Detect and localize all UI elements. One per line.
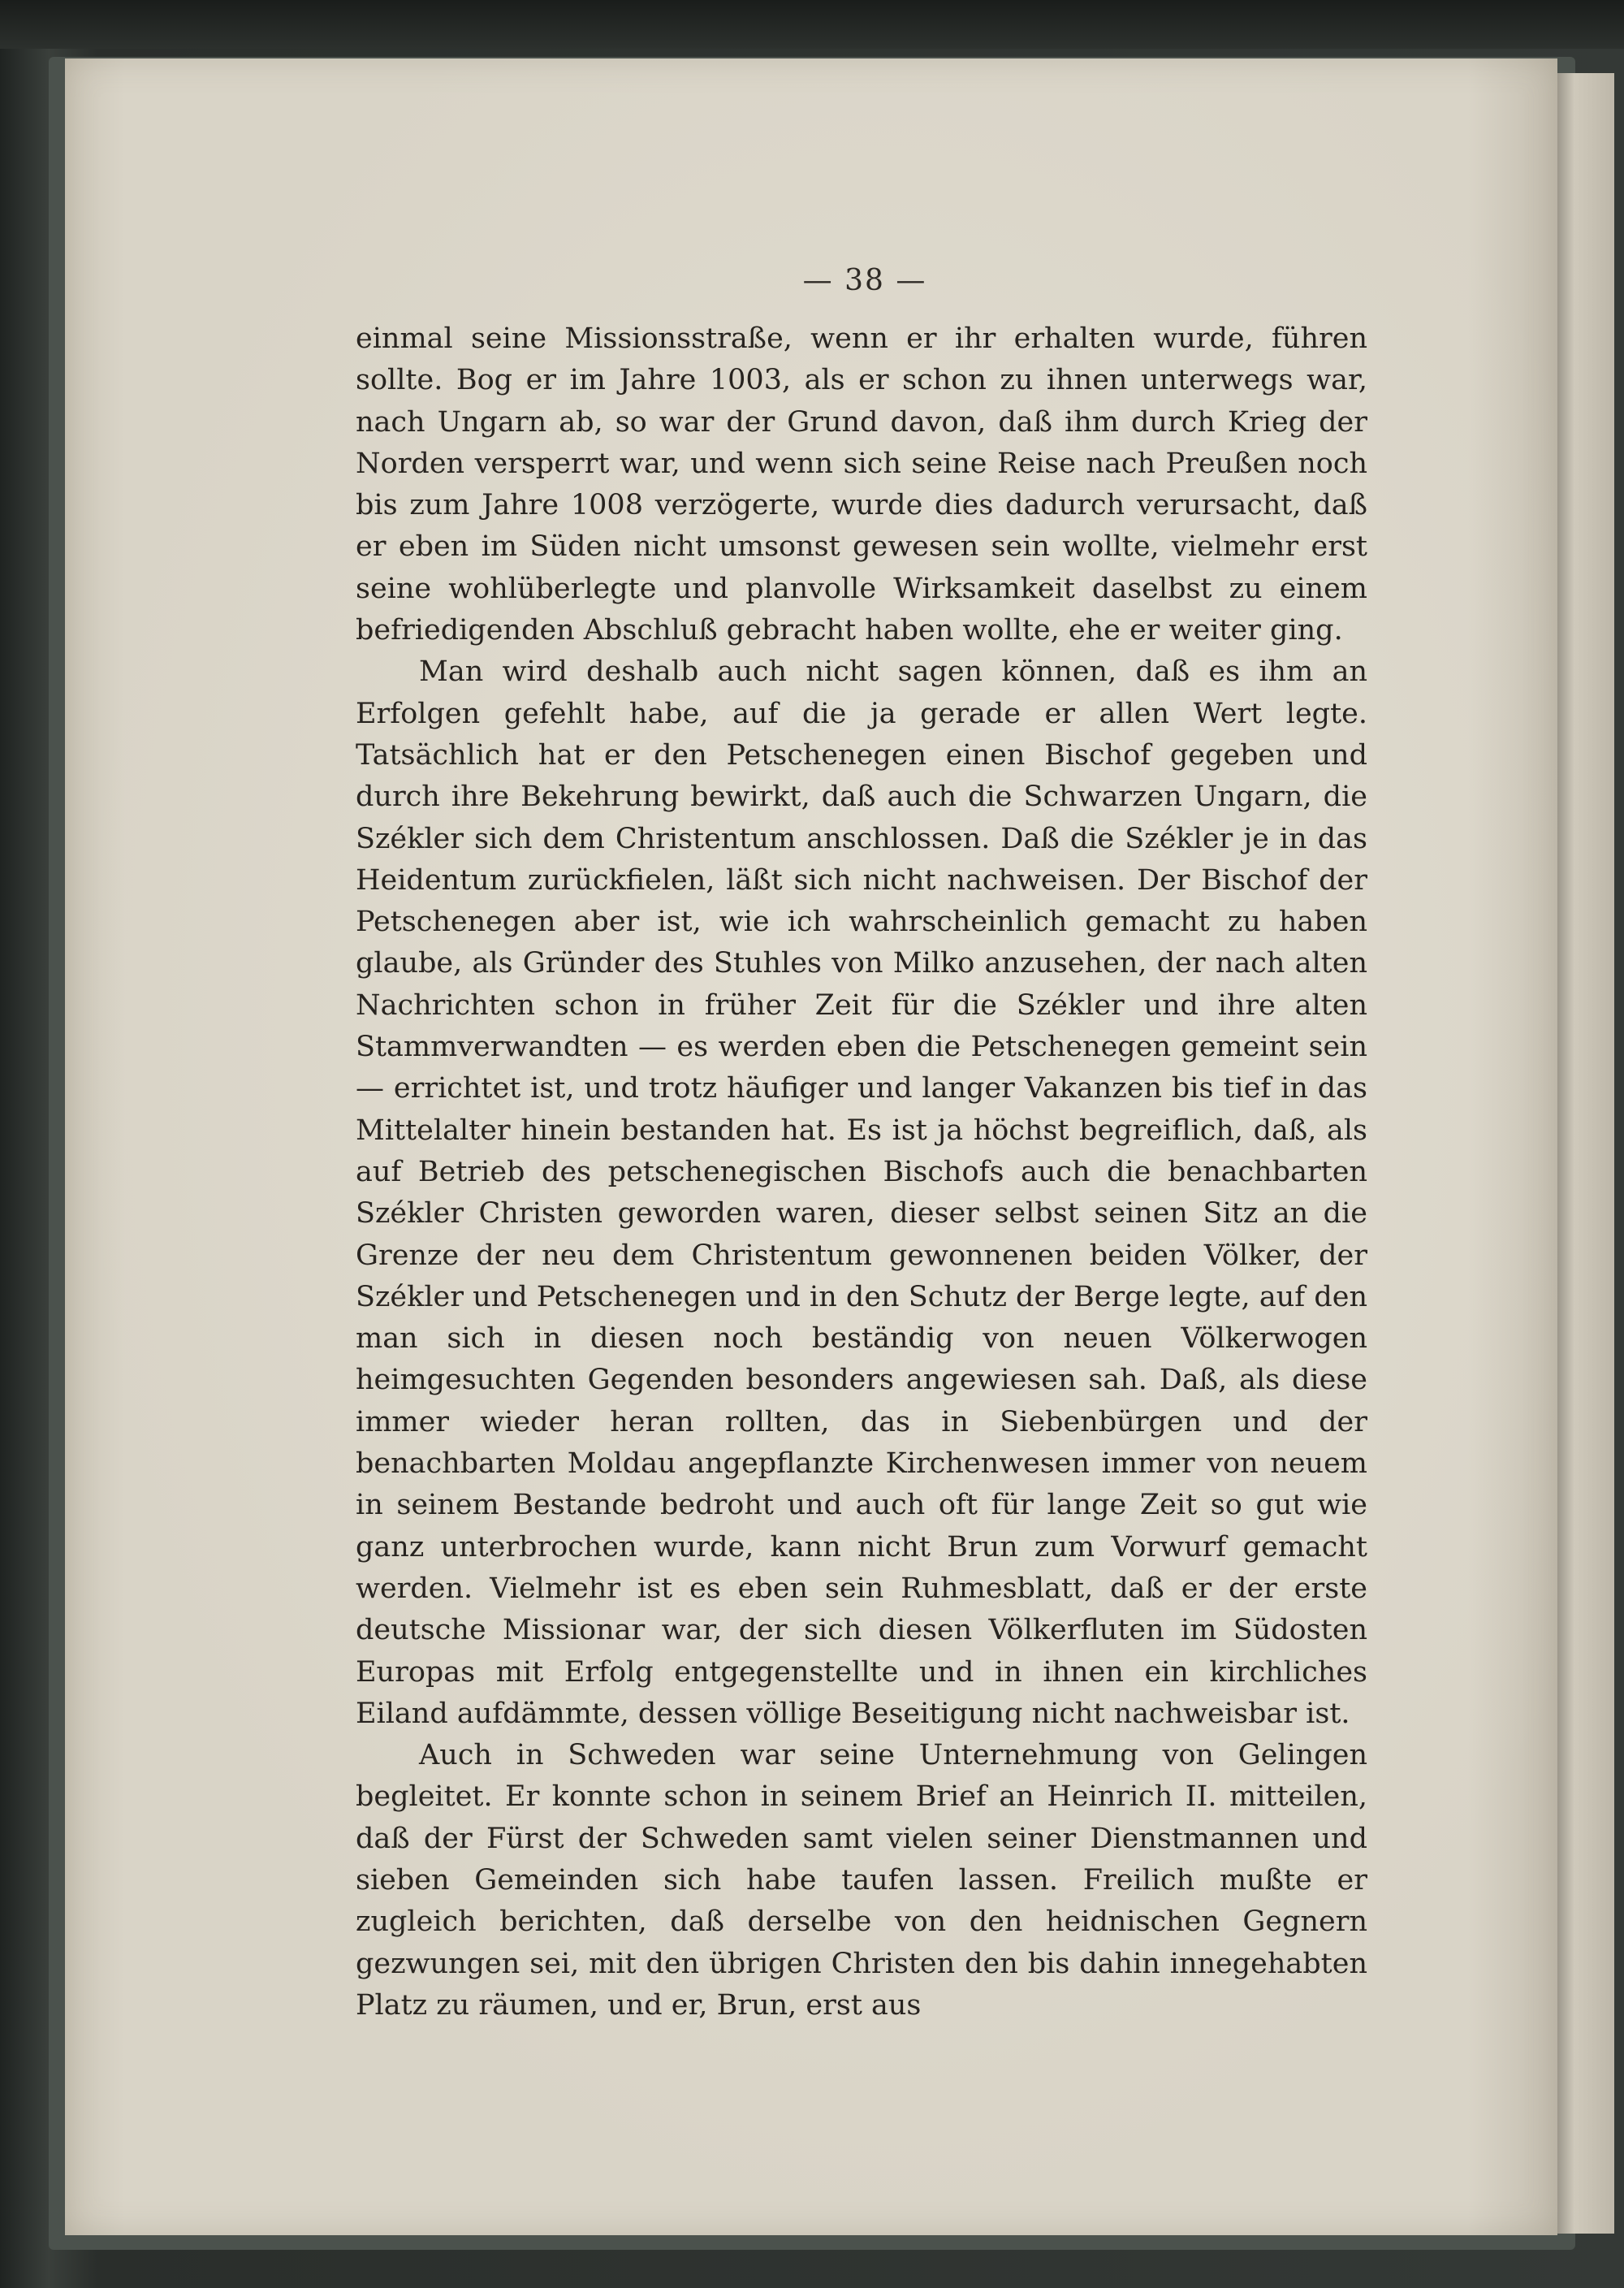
paragraph-1: einmal seine Missionsstraße, wenn er ihr erhalten wurde, führen sollte. Bog er im Jahre 1003, als er schon zu ihnen unterwegs war, nach Ungarn ab, so war der Grund davon, daß ihm durch Krieg der Norden versperrt war, und wenn sich seine Reise nach Preußen noch bis zum Jahre 1008 verzögerte, wurde dies dadurch verursacht, daß er eben im Süden nicht umsonst gewesen sein wollte, vielmehr erst seine wohlüberlegte und planvolle Wirksamkeit daselbst zu einem befriedigenden Abschluß gebracht haben wollte, ehe er weiter ging. [356, 322, 1367, 647]
page-number: — 38 — [802, 264, 927, 297]
paragraph-2: Man wird deshalb auch nicht sagen können, daß es ihm an Erfolgen gefehlt habe, auf die ja gerade er allen Wert legte. Tatsächlich hat er den Petschenegen einen Bischof gegeben und durch ihre Bekehrung bewirkt, daß auch die Schwarzen Ungarn, die Székler sich dem Christentum anschlossen. Daß die Székler je in das Heidentum zurückfielen, läßt sich nicht nachweisen. Der Bischof der Petschenegen aber ist, wie ich wahrscheinlich gemacht zu haben glaube, als Gründer des Stuhles von Milko anzusehen, der nach alten Nachrichten schon in früher Zeit für die Székler und ihre alten Stammverwandten — es werden eben die Petschenegen gemeint sein — errichtet ist, und trotz häufiger und langer Vakanzen bis tief in das Mittelalter hinein bestanden hat. Es ist ja höchst begreiflich, daß, als auf Betrieb des petschenegischen Bischofs auch die benachbarten Székler Christen geworden waren, dieser selbst seinen Sitz an die Grenze der neu dem Christentum gewonnenen beiden Völker, der Székler und Petschenegen und in den Schutz der Berge legte, auf den man sich in diesen noch beständig von neuen Völkerwogen heimgesuchten Gegenden besonders angewiesen sah. Daß, als diese immer wieder heran rollten, das in Siebenbürgen und der benachbarten Moldau angepflanzte Kirchenwesen immer von neuem in seinem Bestande bedroht und auch oft für lange Zeit so gut wie ganz unterbrochen wurde, kann nicht Brun zum Vorwurf gemacht werden. Vielmehr ist es eben sein Ruhmesblatt, daß er der erste deutsche Missionar war, der sich diesen Völkerfluten im Südosten Europas mit Erfolg entgegenstellte und in ihnen ein kirchliches Eiland aufdämmte, dessen völlige Beseitigung nicht nachweisbar ist. [356, 655, 1367, 1730]
body-text [356, 318, 1367, 2026]
paragraph-3: Auch in Schweden war seine Unternehmung von Gelingen begleitet. Er konnte schon in seinem Brief an Heinrich II. mitteilen, daß der Fürst der Schweden samt vielen seiner Dienstmannen und sieben Gemeinden sich habe taufen lassen. Freilich mußte er zugleich berichten, daß derselbe von den heidnischen Gegnern gezwungen sei, mit den übrigen Christen den bis dahin innegehabten Platz zu räumen, und er, Brun, erst aus [356, 1739, 1367, 2022]
facing-page-edge [1557, 73, 1614, 2234]
scan-background [0, 0, 1624, 49]
